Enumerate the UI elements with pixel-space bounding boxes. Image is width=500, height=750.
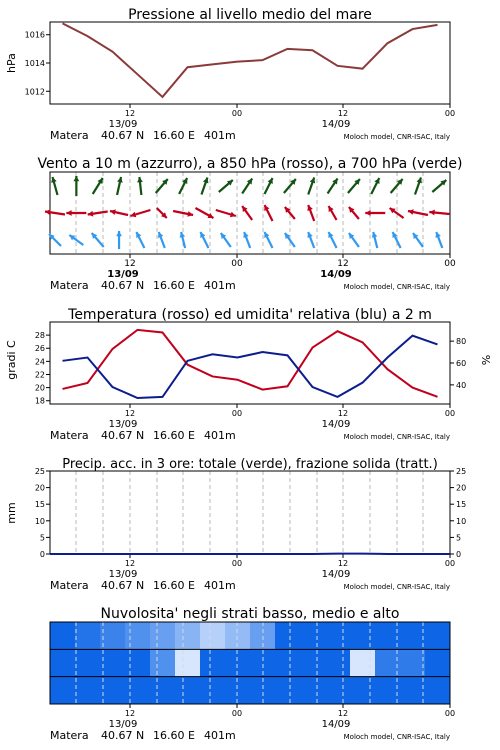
x-date-label: 13/09 [107, 269, 139, 280]
cloud-cell [125, 649, 151, 676]
wind-arrow [216, 210, 236, 217]
cloud-cell [300, 649, 326, 676]
cloud-cell [125, 677, 151, 704]
wind-arrow [93, 178, 103, 194]
wind-arrow [158, 232, 165, 248]
x-date-label: 14/09 [321, 119, 351, 130]
model-credit: Moloch model, CNR-ISAC, Italy [343, 133, 450, 141]
wind-arrow [117, 177, 123, 195]
cloud-cell [50, 677, 76, 704]
x-date-label: 13/09 [108, 419, 138, 430]
cloud-cell [200, 622, 226, 649]
wind-arrow [137, 177, 143, 195]
cloud-cell [150, 649, 176, 676]
chart-title: Precip. acc. in 3 ore: totale (verde), frazione solida (tratt.) [62, 457, 438, 472]
wind-arrow [349, 233, 359, 247]
wind-arrow [307, 205, 314, 221]
cloud-cell [100, 677, 126, 704]
cloud-cell [150, 622, 176, 649]
y-tick-label: 25 [34, 467, 45, 476]
station-alt: 401m [204, 279, 236, 292]
cloud-cell [275, 649, 301, 676]
cloud-cell [400, 677, 426, 704]
x-tick-label: 12 [337, 409, 349, 418]
cloud-cell [100, 649, 126, 676]
x-tick-label: 12 [337, 109, 349, 118]
x-tick-label: 12 [124, 109, 136, 118]
y2-tick-label: 80 [456, 337, 467, 347]
y-tick-label: 24 [34, 357, 45, 367]
wind-arrow-head [365, 210, 370, 216]
cloud-cell [425, 677, 451, 704]
wind-arrow [88, 211, 108, 217]
cloud-cell [75, 677, 101, 704]
x-tick-label: 00 [444, 709, 456, 718]
cloud-cell [50, 622, 76, 649]
wind-arrow [110, 209, 128, 215]
station-lat: 40.67 N [101, 279, 145, 292]
y2-tick-label: 10 [456, 516, 467, 526]
x-tick-label: 00 [444, 559, 456, 568]
pressure-line [63, 23, 438, 97]
cloud-cell [300, 622, 326, 649]
cloud-cell [200, 649, 226, 676]
y2-tick-label: 20 [456, 483, 467, 493]
wind-arrow [180, 232, 186, 248]
wind-arrow [265, 178, 273, 194]
station-name: Matera [50, 579, 89, 592]
wind-arrow [221, 233, 231, 247]
y-tick-label: 10 [34, 516, 45, 526]
cloud-cell [425, 649, 451, 676]
y-tick-label: 1014 [24, 59, 45, 68]
x-date-label: 13/09 [108, 119, 138, 130]
x-date-label: 13/09 [108, 719, 138, 730]
y2-tick-label: 15 [456, 500, 467, 510]
model-credit: Moloch model, CNR-ISAC, Italy [343, 283, 450, 291]
station-lon: 16.60 E [153, 279, 195, 292]
y-tick-label: 1012 [24, 87, 45, 97]
cloud-cell [125, 622, 151, 649]
x-tick-label: 12 [124, 559, 136, 568]
panel-frame [50, 22, 450, 104]
cloud-cell [425, 622, 451, 649]
y-axis-label: hPa [5, 53, 18, 73]
model-credit: Moloch model, CNR-ISAC, Italy [343, 433, 450, 441]
cloud-cell [150, 677, 176, 704]
x-tick-label: 12 [124, 409, 136, 418]
cloud-cell [300, 677, 326, 704]
station-alt: 401m [204, 579, 236, 592]
wind-arrow [408, 209, 428, 215]
x-tick-label: 00 [231, 109, 243, 118]
cloud-cell [350, 622, 376, 649]
y2-tick-label: 60 [456, 359, 467, 368]
station-lat: 40.67 N [101, 579, 145, 592]
x-tick-label: 00 [444, 259, 456, 269]
x-tick-label: 00 [444, 409, 456, 418]
y-tick-label: 26 [34, 344, 45, 354]
wind-arrow [264, 205, 272, 221]
model-credit: Moloch model, CNR-ISAC, Italy [343, 583, 450, 591]
wind-arrow [328, 179, 338, 194]
cloud-cell [75, 649, 101, 676]
station-lon: 16.60 E [153, 579, 195, 592]
y2-tick-label: 40 [456, 380, 467, 390]
wind-arrow-head [137, 177, 143, 183]
wind-arrow-head [66, 210, 71, 216]
wind-arrow [242, 179, 252, 194]
cloud-cell [325, 649, 351, 676]
x-tick-label: 00 [231, 709, 243, 718]
station-lat: 40.67 N [101, 429, 145, 442]
wind-arrow [348, 179, 360, 193]
y-tick-label: 20 [34, 483, 45, 493]
station-name: Matera [50, 729, 89, 742]
cloud-cell [325, 677, 351, 704]
panel-frame [50, 322, 450, 404]
station-lat: 40.67 N [101, 729, 145, 742]
cloud-cell [200, 677, 226, 704]
station-lon: 16.60 E [153, 429, 195, 442]
x-tick-label: 00 [444, 109, 456, 118]
x-date-label: 14/09 [321, 419, 351, 430]
station-lat: 40.67 N [101, 129, 145, 142]
wind-arrow [307, 232, 314, 248]
y-tick-label: 1016 [24, 30, 45, 40]
station-name: Matera [50, 429, 89, 442]
y-tick-label: 28 [34, 331, 45, 341]
cloud-cell [225, 649, 251, 676]
wind-arrow [92, 233, 104, 247]
wind-arrow [435, 232, 442, 248]
wind-arrow [200, 232, 208, 248]
x-date-label: 13/09 [108, 569, 138, 580]
cloud-cell [225, 622, 251, 649]
cloud-cell [175, 649, 201, 676]
x-tick-label: 12 [124, 259, 136, 269]
wind-arrow [329, 206, 337, 220]
wind-arrow [264, 232, 272, 248]
wind-arrow [349, 207, 359, 219]
wind-arrow-head [429, 210, 435, 216]
station-lon: 16.60 E [153, 129, 195, 142]
x-date-label: 14/09 [321, 719, 351, 730]
x-tick-label: 12 [337, 559, 349, 568]
wind-arrow [432, 180, 446, 192]
wind-arrow [73, 176, 79, 196]
panel-frame [50, 172, 450, 254]
y-tick-label: 18 [34, 396, 45, 406]
station-alt: 401m [204, 129, 236, 142]
cloud-cell [400, 622, 426, 649]
wind-arrow [201, 178, 208, 195]
station-name: Matera [50, 129, 89, 142]
y-tick-label: 0 [39, 550, 45, 559]
cloud-cell [275, 622, 301, 649]
wind-arrow [51, 177, 57, 195]
y2-axis-label: % [480, 354, 493, 366]
x-tick-label: 12 [124, 709, 136, 718]
cloud-cell [350, 649, 376, 676]
y-tick-label: 5 [39, 533, 45, 543]
x-tick-label: 12 [337, 709, 349, 718]
cloud-cell [50, 649, 76, 676]
cloud-cell [225, 677, 251, 704]
wind-arrow [157, 208, 167, 218]
cloud-cell [175, 622, 201, 649]
x-date-label: 14/09 [321, 569, 351, 580]
wind-arrow [415, 178, 422, 195]
cloud-cell [175, 677, 201, 704]
y-tick-label: 20 [34, 383, 45, 393]
cloud-cell [75, 622, 101, 649]
y2-tick-label: 5 [456, 533, 462, 543]
station-alt: 401m [204, 729, 236, 742]
panel-frame [50, 471, 450, 554]
station-lon: 16.60 E [153, 729, 195, 742]
wind-arrow [243, 232, 250, 248]
chart-title: Nuvolosita' negli strati basso, medio e alto [100, 606, 400, 622]
wind-arrow [372, 232, 378, 248]
wind-arrow [219, 180, 233, 192]
wind-arrow-head [73, 176, 79, 181]
wind-arrow [328, 232, 336, 248]
wind-arrow [242, 206, 252, 220]
station-name: Matera [50, 279, 89, 292]
wind-arrow [365, 210, 385, 216]
x-date-label: 14/09 [320, 269, 352, 280]
chart-title: Pressione al livello medio del mare [128, 7, 372, 23]
x-tick-label: 12 [337, 259, 349, 269]
model-credit: Moloch model, CNR-ISAC, Italy [343, 733, 450, 741]
y-axis-label: gradi C [5, 340, 18, 380]
wind-arrow-head [116, 231, 122, 236]
wind-arrow [136, 232, 144, 248]
wind-arrow [116, 231, 122, 249]
x-tick-label: 00 [231, 259, 243, 269]
y-axis-label: mm [5, 502, 18, 524]
cloud-cell [400, 649, 426, 676]
cloud-cell [100, 622, 126, 649]
wind-arrow [308, 178, 315, 195]
wind-arrow [413, 233, 423, 247]
y2-tick-label: 25 [456, 467, 467, 476]
y-tick-label: 22 [34, 370, 45, 380]
y2-tick-label: 0 [456, 550, 462, 559]
wind-arrow [130, 210, 150, 217]
x-tick-label: 00 [231, 559, 243, 568]
x-tick-label: 00 [231, 409, 243, 418]
wind-arrow [156, 179, 168, 193]
cloud-cell [325, 622, 351, 649]
wind-arrow [429, 210, 449, 216]
chart-title: Vento a 10 m (azzurro), a 850 hPa (rosso), a 700 hPa (verde) [37, 156, 463, 172]
wind-arrow [45, 209, 65, 215]
chart-title: Temperatura (rosso) ed umidita' relativa (blu) a 2 m [68, 307, 432, 323]
y-tick-label: 15 [34, 500, 45, 510]
wind-arrow [49, 234, 61, 246]
cloud-cell [350, 677, 376, 704]
wind-arrow [371, 178, 379, 194]
station-alt: 401m [204, 429, 236, 442]
cloud-cell [275, 677, 301, 704]
wind-arrow [195, 208, 213, 218]
